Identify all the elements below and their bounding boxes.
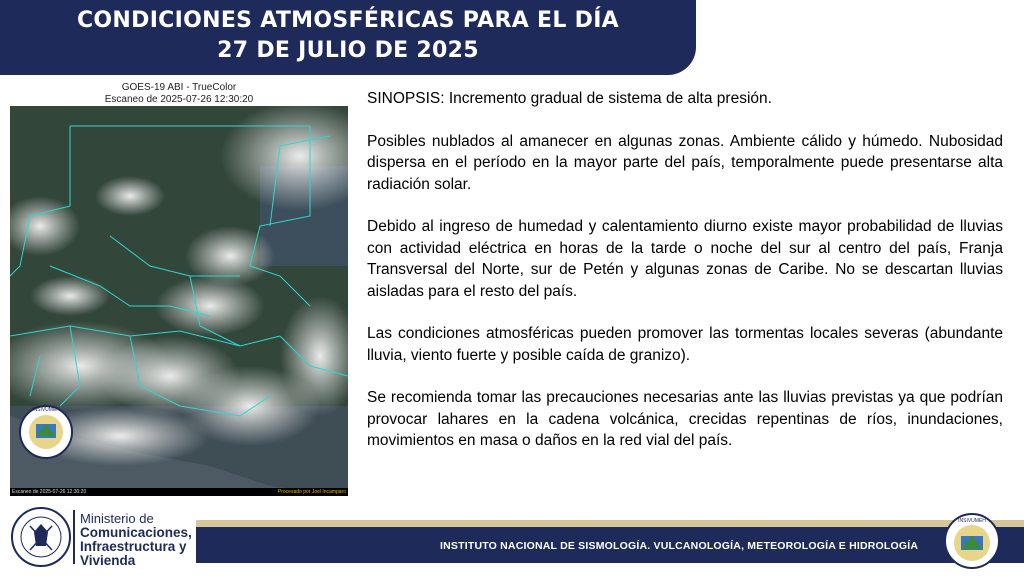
satellite-image <box>10 106 348 496</box>
forecast-paragraph: Posibles nublados al amanecer en algunas zonas. Ambiente cálido y húmedo. Nubosidad dispersa en el período en la mayor parte del país, temporalmente puede presentarse alta radiación solar. <box>367 132 1003 193</box>
title-banner <box>0 0 696 75</box>
satellite-caption-line2: Escaneo de 2025-07-26 12:30:20 <box>104 94 254 105</box>
satellite-map-graphic <box>10 106 348 496</box>
ministry-line3: Infraestructura y <box>80 539 187 554</box>
ministry-line2: Comunicaciones, <box>80 525 192 540</box>
ministry-line1: Ministerio de <box>80 511 154 526</box>
forecast-text <box>367 88 1003 473</box>
insivumeh-seal <box>944 512 1000 570</box>
forecast-paragraph: Se recomienda tomar las precauciones necesarias ante las lluvias previstas ya que podrían provocar lahares en la cadena volcánica, crecidas repentinas de ríos, inundaciones, movimientos en masa o daños en la red vial del país. <box>367 389 1003 449</box>
forecast-paragraph: Las condiciones atmosféricas pueden promover las tormentas locales severas (abundante lluvia, viento fuerte y posible caída de granizo). <box>367 325 1003 364</box>
ministry-divider <box>73 510 75 564</box>
satellite-caption <box>10 82 348 106</box>
large-seal-label: INSIVUMEH <box>958 518 986 524</box>
institute-name: INSTITUTO NACIONAL DE SISMOLOGÍA. VULCANOLOGÍA, METEOROLOGÍA E HIDROLOGÍA <box>440 540 919 552</box>
government-logo <box>10 506 72 568</box>
satellite-footer-left: Escaneo de 2025-07-26 12:30:20 <box>12 489 87 495</box>
satellite-footer <box>10 488 348 496</box>
footer-stripe <box>196 520 1024 527</box>
satellite-caption-line1: GOES-19 ABI - TrueColor <box>121 82 237 93</box>
small-seal-label: INSIVUMEH <box>32 407 60 413</box>
page-title-line2: 27 DE JULIO DE 2025 <box>217 38 479 63</box>
satellite-footer-right: Procesado por Joel Incamparo <box>277 489 346 495</box>
ministry-line4: Vivienda <box>80 553 136 568</box>
synopsis-paragraph: SINOPSIS: Incremento gradual de sistema de alta presión. <box>367 90 772 107</box>
ministry-name <box>80 512 192 568</box>
page-title-line1: CONDICIONES ATMOSFÉRICAS PARA EL DÍA <box>76 8 620 33</box>
forecast-paragraph: Debido al ingreso de humedad y calentamiento diurno existe mayor probabilidad de lluvias con actividad eléctrica en horas de la tarde o noche del sur al centro del país, Franja Transversal del Norte, sur de Petén y algunas zonas de Caribe. No se descartan lluvias aisladas para el resto del país. <box>367 218 1003 300</box>
